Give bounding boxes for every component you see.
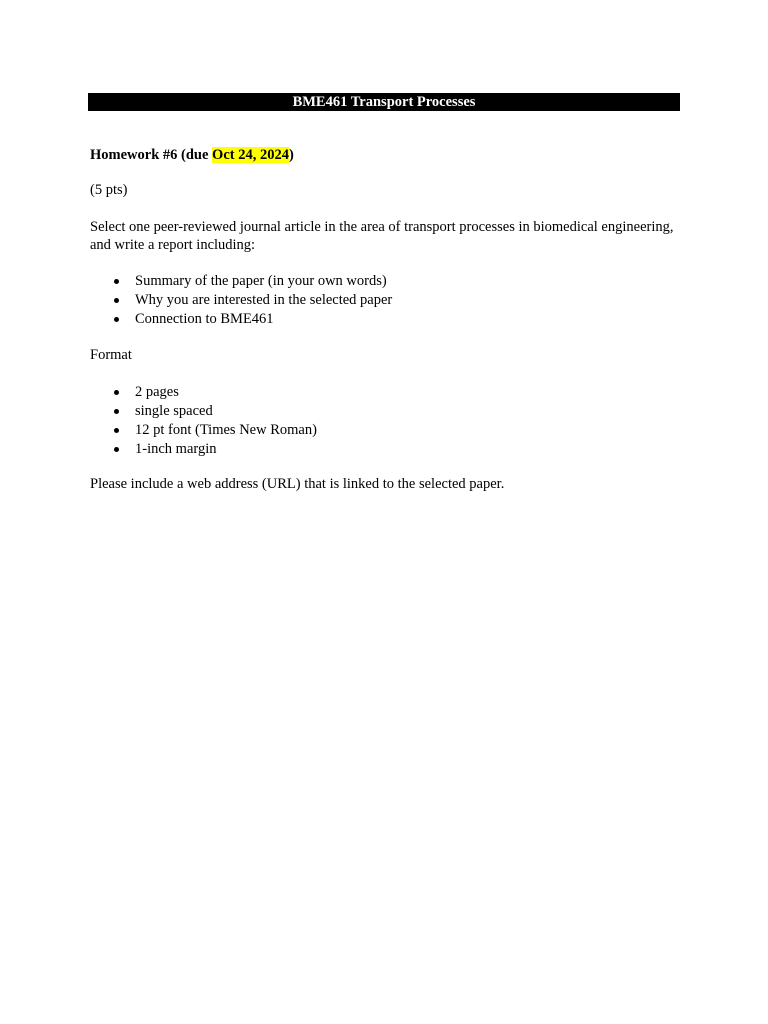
course-title: BME461 Transport Processes — [292, 94, 476, 110]
closing-paragraph: Please include a web address (URL) that is linked to the selected paper. — [90, 476, 505, 492]
bullet-icon — [114, 390, 119, 395]
list-item — [90, 402, 680, 421]
bullet-icon — [114, 409, 119, 414]
list-item — [90, 310, 680, 329]
requirement-text: Why you are interested in the selected paper — [135, 292, 393, 308]
bullet-icon — [114, 279, 119, 284]
requirement-text: Summary of the paper (in your own words) — [135, 273, 387, 289]
format-item-text: 1-inch margin — [135, 441, 217, 457]
points-text: (5 pts) — [90, 182, 128, 198]
format-item-text: 12 pt font (Times New Roman) — [135, 422, 317, 438]
instructions-paragraph: Select one peer-reviewed journal article in the area of transport processes in biomedical engineering, and write a report including: — [90, 219, 674, 253]
list-item — [90, 421, 680, 440]
format-item-text: 2 pages — [135, 384, 179, 400]
due-date-highlight: Oct 24, 2024 — [212, 147, 289, 163]
homework-heading-suffix: ) — [288, 147, 294, 163]
list-item — [90, 440, 680, 459]
requirement-text: Connection to BME461 — [135, 311, 274, 327]
list-item — [90, 291, 680, 310]
list-item — [90, 272, 680, 291]
homework-heading-prefix: Homework #6 (due — [90, 147, 213, 163]
list-item — [90, 383, 680, 402]
format-item-text: single spaced — [135, 403, 213, 419]
format-list — [90, 383, 680, 459]
requirements-list — [90, 272, 680, 329]
course-title-bar — [88, 93, 680, 111]
bullet-icon — [114, 447, 119, 452]
bullet-icon — [114, 428, 119, 433]
format-label: Format — [90, 347, 132, 363]
homework-heading — [90, 146, 680, 164]
bullet-icon — [114, 317, 119, 322]
bullet-icon — [114, 298, 119, 303]
